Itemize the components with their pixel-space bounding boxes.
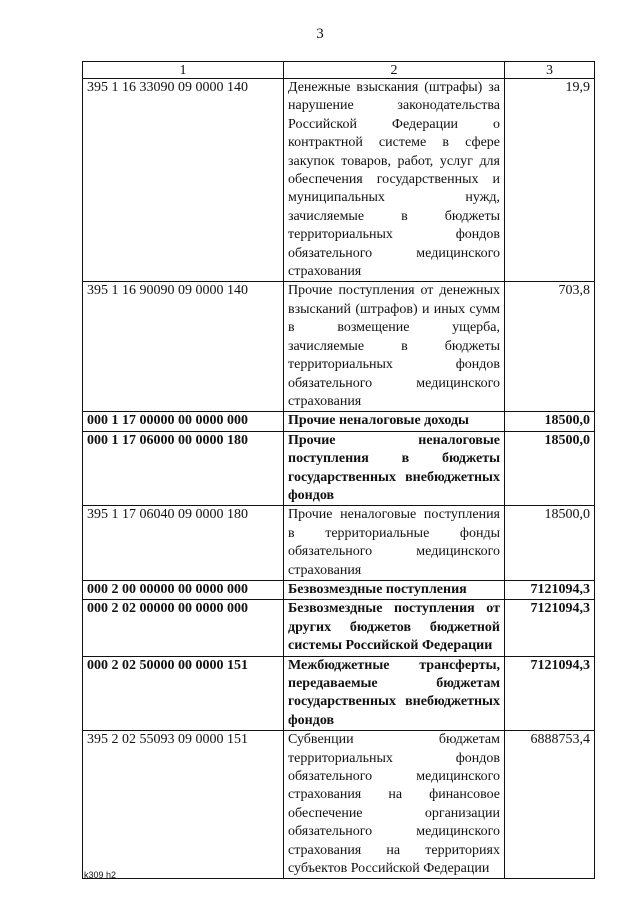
row-amount-cell: 703,8: [505, 282, 595, 412]
row-description-cell: Субвенции бюджетам территориальных фондов обязательного медицинского страхования на финансовое обеспечение организации обязательного медицинского страхования на территориях субъектов Российской Федерации: [284, 731, 505, 879]
row-description-cell: Прочие поступления от денежных взысканий (штрафов) и иных сумм в возмещение ущерба, зачисляемые в бюджеты территориальных фондов обязательного медицинского страхования: [284, 282, 505, 412]
row-description-cell: Прочие неналоговые доходы: [284, 412, 505, 431]
row-amount-cell: 6888753,4: [505, 731, 595, 879]
row-amount-cell: 7121094,3: [505, 600, 595, 656]
row-description-cell: Межбюджетные трансферты, передаваемые бюджетам государственных внебюджетных фондов: [284, 656, 505, 731]
column-header-amount: 3: [505, 62, 595, 79]
row-code-cell: 000 2 02 50000 00 0000 151: [83, 656, 284, 731]
row-description-cell: Безвозмездные поступления: [284, 580, 505, 599]
document-footer-code: k309 h2: [84, 870, 117, 880]
row-code-cell: 395 1 17 06040 09 0000 180: [83, 506, 284, 581]
table-row: [83, 431, 595, 506]
column-header-description: 2: [284, 62, 505, 79]
row-code-cell: 000 2 00 00000 00 0000 000: [83, 580, 284, 599]
row-amount-cell: 19,9: [505, 79, 595, 282]
row-description-cell: Прочие неналоговые поступления в бюджеты государственных внебюджетных фондов: [284, 431, 505, 506]
table-row: [83, 731, 595, 879]
table-row: [83, 580, 595, 599]
row-code-cell: 395 1 16 90090 09 0000 140: [83, 282, 284, 412]
column-header-code: 1: [83, 62, 284, 79]
row-amount-cell: 18500,0: [505, 506, 595, 581]
page-number: 3: [316, 26, 324, 42]
row-description-cell: Прочие неналоговые поступления в территориальные фонды обязательного медицинского страхования: [284, 506, 505, 581]
table-header-row: [83, 62, 595, 79]
row-code-cell: 000 1 17 00000 00 0000 000: [83, 412, 284, 431]
row-code-cell: 395 2 02 55093 09 0000 151: [83, 731, 284, 879]
table-row: [83, 656, 595, 731]
row-code-cell: 000 2 02 00000 00 0000 000: [83, 600, 284, 656]
row-code-cell: 000 1 17 06000 00 0000 180: [83, 431, 284, 506]
table-row: [83, 412, 595, 431]
row-amount-cell: 7121094,3: [505, 656, 595, 731]
table-row: [83, 506, 595, 581]
table-row: [83, 282, 595, 412]
budget-revenue-table: [82, 61, 595, 879]
table-row: [83, 600, 595, 656]
row-amount-cell: 7121094,3: [505, 580, 595, 599]
row-amount-cell: 18500,0: [505, 431, 595, 506]
row-code-cell: 395 1 16 33090 09 0000 140: [83, 79, 284, 282]
row-amount-cell: 18500,0: [505, 412, 595, 431]
row-description-cell: Безвозмездные поступления от других бюджетов бюджетной системы Российской Федерации: [284, 600, 505, 656]
table-row: [83, 79, 595, 282]
row-description-cell: Денежные взыскания (штрафы) за нарушение законодательства Российской Федерации о контрактной системе в сфере закупок товаров, работ, услуг для обеспечения государственных и муниципальных нужд, зачисляемые в бюджеты территориальных фондов обязательного медицинского страхования: [284, 79, 505, 282]
